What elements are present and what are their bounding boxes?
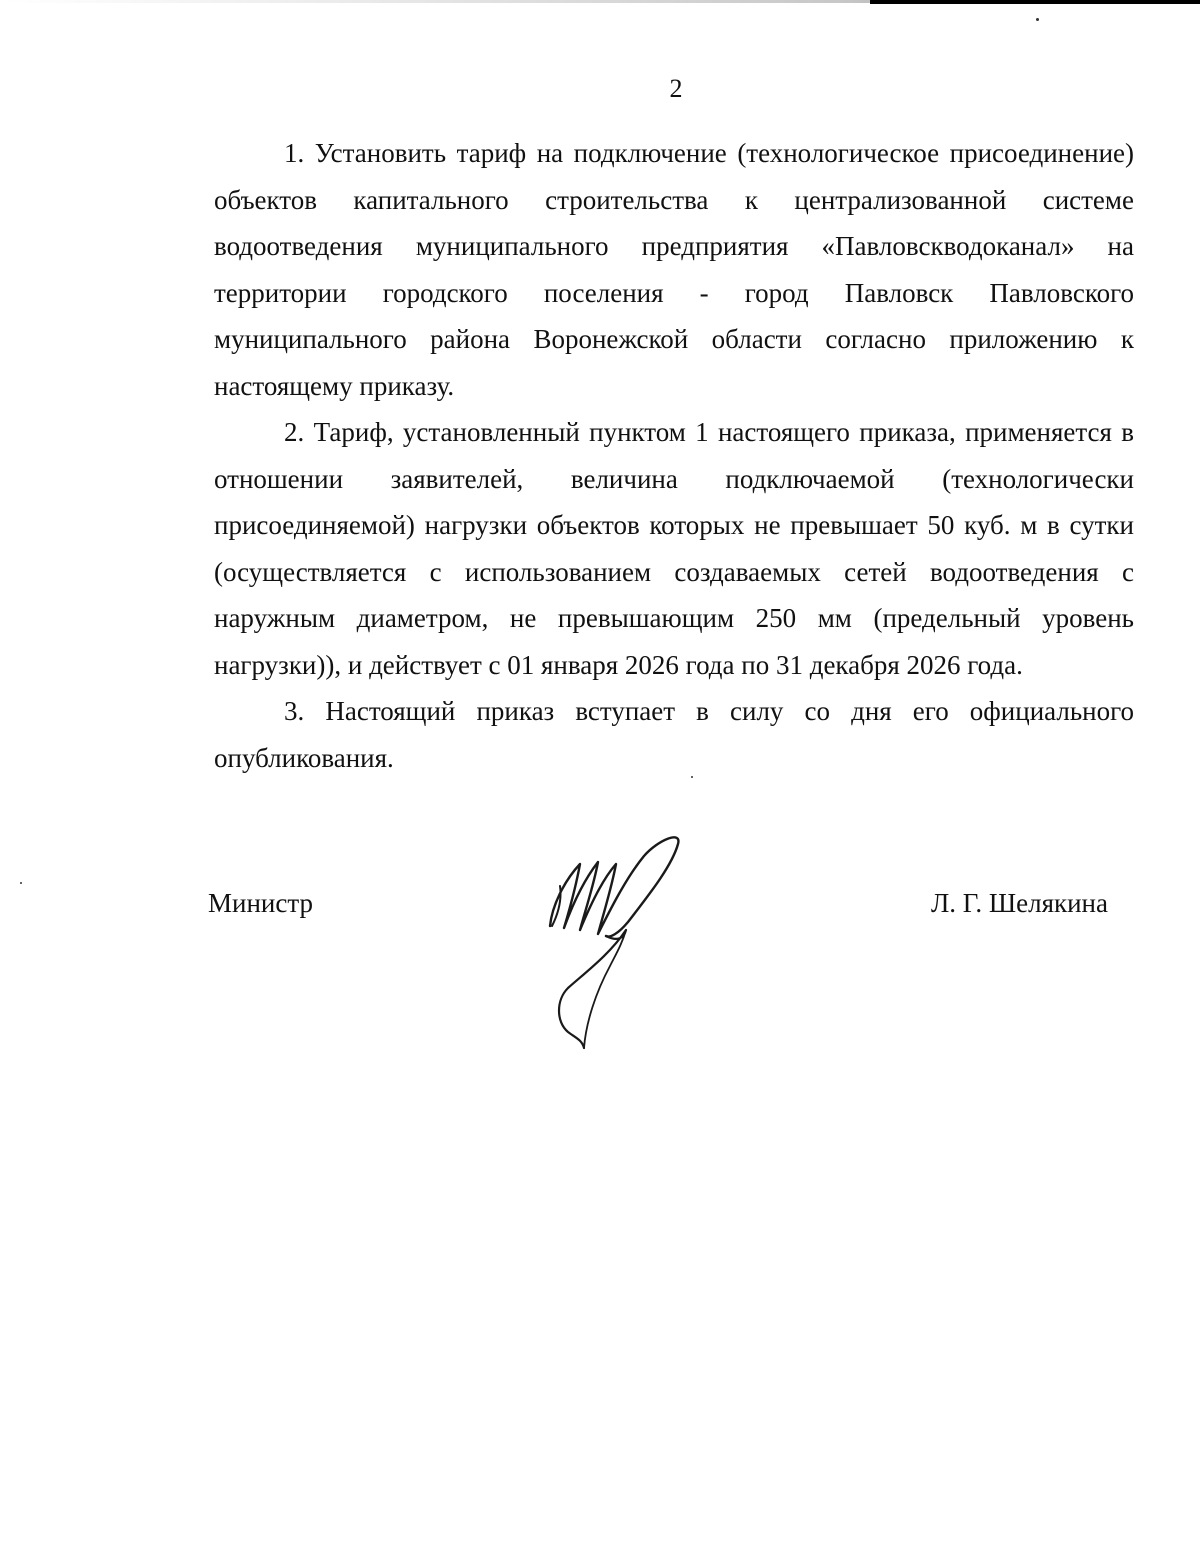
- scan-speck: [20, 882, 22, 884]
- scan-edge-mark: [870, 0, 1200, 4]
- signatory-name: Л. Г. Шелякина: [931, 888, 1108, 918]
- document-body: [214, 130, 1134, 781]
- handwritten-signature: [540, 826, 690, 1056]
- paragraph-2: 2. Тариф, установленный пунктом 1 настоящего приказа, применяется в отношении заявителей, величина подключаемой (технологически присоединяемой) нагрузки объектов которых не превышает 50 куб. м в сутки (осуществляется с использованием создаваемых сетей водоотведения с наружным диаметром, не превышающим 250 мм (предельный уровень нагрузки)), и действует с 01 января 2026 года по 31 декабря 2026 года.: [214, 417, 1134, 680]
- scan-speck: [1036, 18, 1039, 21]
- paragraph-1: 1. Установить тариф на подключение (технологическое присоединение) объектов капитального строительства к централизованной системе водоотведения муниципального предприятия «Павловскводоканал» на территории городского поселения - город Павловск Павловского муниципального района Воронежской области согласно приложению к настоящему приказу.: [214, 138, 1134, 401]
- page-number: 2: [669, 74, 683, 103]
- signatory-position: Министр: [208, 888, 313, 918]
- paragraph-3: 3. Настоящий приказ вступает в силу со дня его официального опубликования.: [214, 696, 1134, 773]
